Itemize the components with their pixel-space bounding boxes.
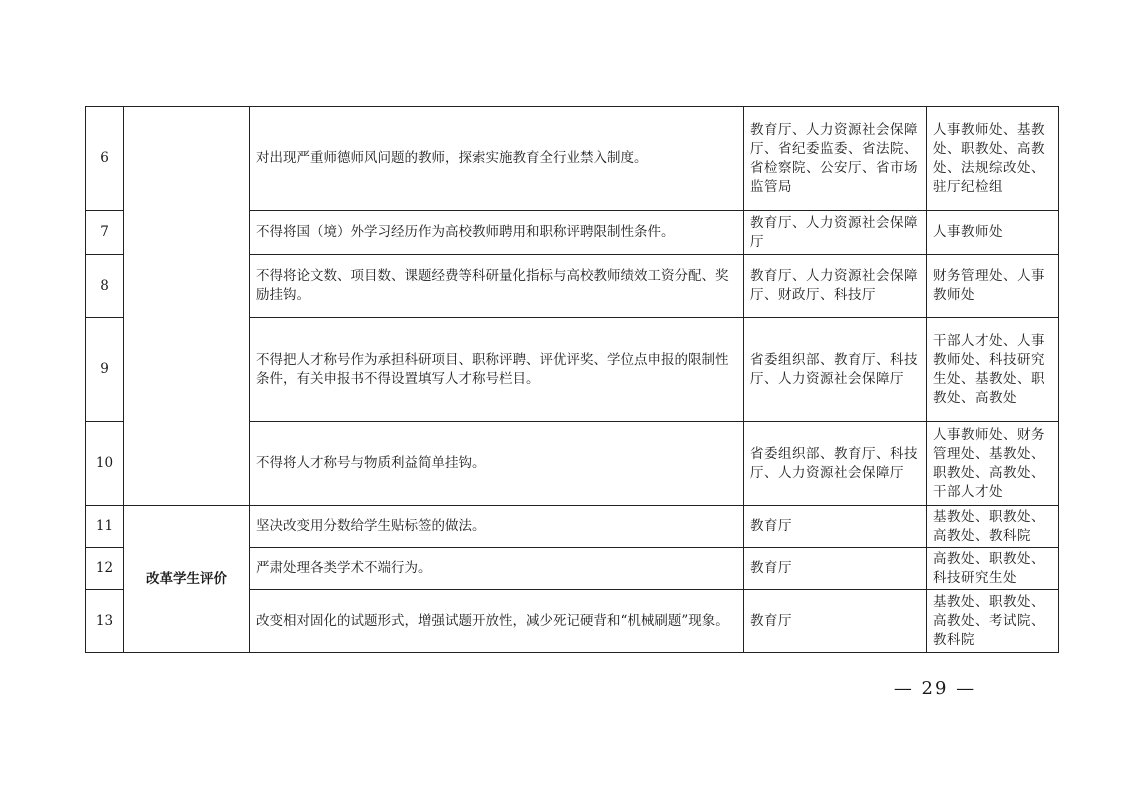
responsible-office-cell: 高教处、职教处、科技研究生处 — [927, 548, 1059, 590]
measure-cell: 不得把人才称号作为承担科研项目、职称评聘、评优评奖、学位点申报的限制性条件，有关申报书不得设置填写人才称号栏目。 — [250, 318, 744, 422]
page-number: — 29 — — [893, 678, 977, 699]
row-number: 8 — [86, 255, 124, 318]
category-cell-teachers — [124, 107, 250, 506]
task-table — [85, 106, 1059, 653]
lead-department-cell: 教育厅 — [744, 548, 927, 590]
responsible-office-cell: 人事教师处、基教处、职教处、高教处、法规综改处、驻厅纪检组 — [927, 107, 1059, 211]
row-number: 12 — [86, 548, 124, 590]
responsible-office-cell: 财务管理处、人事教师处 — [927, 255, 1059, 318]
row-number: 6 — [86, 107, 124, 211]
table-row — [86, 506, 1059, 548]
lead-department-cell: 教育厅 — [744, 506, 927, 548]
measure-cell: 坚决改变用分数给学生贴标签的做法。 — [250, 506, 744, 548]
row-number: 7 — [86, 211, 124, 255]
measure-cell: 不得将论文数、项目数、课题经费等科研量化指标与高校教师绩效工资分配、奖励挂钩。 — [250, 255, 744, 318]
measure-cell: 不得将国（境）外学习经历作为高校教师聘用和职称评聘限制性条件。 — [250, 211, 744, 255]
responsible-office-cell: 人事教师处、财务管理处、基教处、职教处、高教处、干部人才处 — [927, 422, 1059, 506]
measure-cell: 改变相对固化的试题形式，增强试题开放性，减少死记硬背和“机械刷题”现象。 — [250, 590, 744, 653]
responsible-office-cell: 基教处、职教处、高教处、考试院、教科院 — [927, 590, 1059, 653]
row-number: 13 — [86, 590, 124, 653]
lead-department-cell: 教育厅、人力资源社会保障厅、省纪委监委、省法院、省检察院、公安厅、省市场监管局 — [744, 107, 927, 211]
lead-department-cell: 教育厅、人力资源社会保障厅 — [744, 211, 927, 255]
category-cell-students: 改革学生评价 — [124, 506, 250, 653]
row-number: 11 — [86, 506, 124, 548]
row-number: 10 — [86, 422, 124, 506]
measure-cell: 严肃处理各类学术不端行为。 — [250, 548, 744, 590]
table-row — [86, 107, 1059, 211]
responsible-office-cell: 干部人才处、人事教师处、科技研究生处、基教处、职教处、高教处 — [927, 318, 1059, 422]
measure-cell: 不得将人才称号与物质利益简单挂钩。 — [250, 422, 744, 506]
responsible-office-cell: 基教处、职教处、高教处、教科院 — [927, 506, 1059, 548]
lead-department-cell: 省委组织部、教育厅、科技厅、人力资源社会保障厅 — [744, 422, 927, 506]
measure-cell: 对出现严重师德师风问题的教师，探索实施教育全行业禁入制度。 — [250, 107, 744, 211]
lead-department-cell: 省委组织部、教育厅、科技厅、人力资源社会保障厅 — [744, 318, 927, 422]
lead-department-cell: 教育厅 — [744, 590, 927, 653]
row-number: 9 — [86, 318, 124, 422]
responsible-office-cell: 人事教师处 — [927, 211, 1059, 255]
lead-department-cell: 教育厅、人力资源社会保障厅、财政厅、科技厅 — [744, 255, 927, 318]
